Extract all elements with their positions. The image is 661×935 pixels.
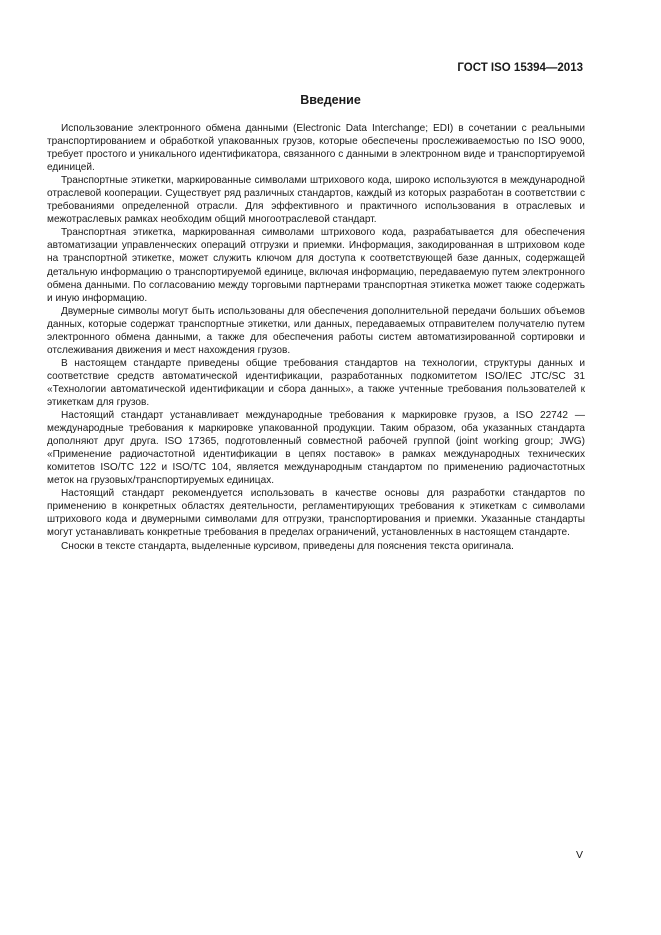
paragraph: Настоящий стандарт рекомендуется использовать в качестве основы для разработки стандартов по применению в конкретных областях деятельности, регламентирующих требования к этикеткам с символами штрихового кода и двумерными символами для отгрузки, транспортирования и приемки. Указанные стандарты могут устанавливать конкретные требования в пределах ограничений, установленных в настоящем стандарте. (47, 488, 585, 539)
page-number: V (576, 849, 584, 861)
paragraph: Настоящий стандарт устанавливает международные требования к маркировке грузов, а ISO 22742 — международные требования к маркировке упакованной продукции. Таким образом, оба указанных стандарта дополняют друг друга. ISO 17365, подготовленный совместной рабочей группой (joint working group; JWG) «Применение радиочастотной идентификации в цепях поставок» в рамках международных технических комитетов ISO/TC 122 и ISO/TC 104, является международным стандартом по применению радиочастотных меток на грузовых/транспортируемых единицах. (47, 410, 585, 487)
paragraph: Транспортная этикетка, маркированная символами штрихового кода, разрабатывается для обеспечения автоматизации управленческих операций отгрузки и приемки. Информация, закодированная в штриховом коде на транспортной этикетке, может служить ключом для доступа к соответствующей базе данных, содержащей детальную информацию о транспортируемой единице, включая информацию, передаваемую путем электронного обмена данными. По согласованию между торговыми партнерами транспортная этикетка может также содержать и иную информацию. (47, 227, 585, 304)
paragraph: Транспортные этикетки, маркированные символами штрихового кода, широко используются в международной отраслевой кооперации. Существует ряд различных стандартов, каждый из которых разработан в соответствии с требованиями определенной отрасли. Для эффективного и практичного использования в отраслевых и межотраслевых рамках необходим общий многоотраслевой стандарт. (47, 175, 585, 226)
body-text (47, 122, 585, 553)
paragraph: В настоящем стандарте приведены общие требования стандартов на технологии, структуры данных и соответствие средств автоматической идентификации, разработанных подкомитетом ISO/IEC JTC/SC 31 «Технологии автоматической идентификации и сбора данных», а также учтенные требования пользователей к этикеткам для грузов. (47, 357, 585, 408)
paragraph: Сноски в тексте стандарта, выделенные курсивом, приведены для пояснения текста оригинала. (61, 540, 514, 552)
page-title: Введение (300, 93, 361, 107)
paragraph: Двумерные символы могут быть использованы для обеспечения дополнительной передачи больших объемов данных, которые содержат транспортные этикетки, или данных, передаваемых отправителем получателю путем электронного обмена данными, а также для обеспечения работы систем автоматизированной сортировки и отслеживания движения и мест нахождения грузов. (47, 305, 585, 356)
page-header-standard-code: ГОСТ ISO 15394—2013 (457, 62, 583, 74)
paragraph: Использование электронного обмена данными (Electronic Data Interchange; EDI) в сочетании с реальными транспортированием и обработкой упакованных грузов, которые обеспечены прослеживаемостью по ISO 9000, требует простого и уникального идентификатора, связанного с данными в электронном виде и транспортируемой единицей. (47, 123, 585, 174)
